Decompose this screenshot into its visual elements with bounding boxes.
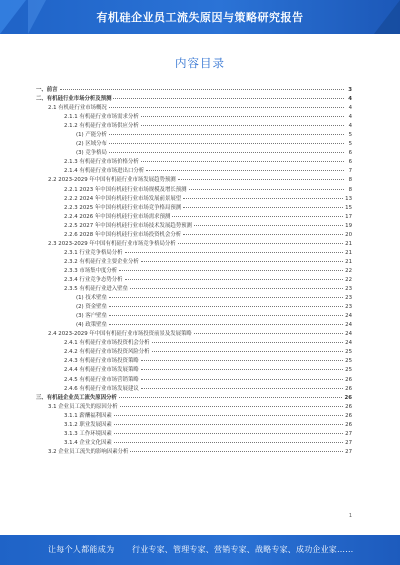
report-header-banner [0,0,400,34]
toc-entry-label: 三、有机硅企业员工流失原因分析 [36,394,117,401]
toc-entry-label: 2.4.1 有机硅行业市场投资机会分析 [64,340,150,347]
toc-entry[interactable] [36,113,352,122]
toc-entry-label: 3.2 企业员工流失的影响因素分析 [48,448,129,455]
toc-dot-leader [109,134,344,135]
toc-entry-label: (3) 客户壁垒 [76,313,107,320]
toc-entry[interactable] [36,213,352,222]
toc-entry-page: 5 [348,132,352,139]
toc-entry-page: 6 [348,159,352,166]
toc-entry-page: 26 [345,412,352,419]
toc-entry-label: 2.1.4 有机硅行业市场进出口分析 [64,168,145,175]
toc-dot-leader [141,125,344,126]
page-number: 1 [348,513,352,519]
toc-entry[interactable] [36,267,352,276]
toc-heading: 内容目录 [175,56,225,70]
toc-entry-label: 2.3.1 行业竞争格局分析 [64,249,123,256]
toc-entry-page: 25 [345,349,352,356]
toc-entry-page: 4 [348,96,352,103]
toc-entry[interactable] [36,430,352,439]
toc-entry-page: 19 [345,222,352,229]
toc-entry[interactable] [36,204,352,213]
toc-entry-label: 2.4.5 有机硅行业市场营销策略 [64,376,139,383]
toc-entry[interactable] [36,357,352,366]
toc-entry-label: 2.1.3 有机硅行业市场价格分析 [64,159,139,166]
toc-entry-page: 8 [348,186,352,193]
toc-entry-page: 23 [345,304,352,311]
toc-dot-leader [172,216,343,217]
toc-dot-leader [109,306,343,307]
toc-entry[interactable] [36,249,352,258]
toc-entry-label: 3.1.4 企业文化因素 [64,439,112,446]
toc-entry-label: 2.2.4 2026 年中国有机硅行业市场需求预测 [64,213,171,220]
toc-entry[interactable] [36,303,352,312]
toc-entry[interactable] [36,195,352,204]
toc-entry-page: 5 [348,141,352,148]
toc-entry-page: 26 [345,376,352,383]
toc-dot-leader [141,116,344,117]
toc-entry[interactable] [36,394,352,403]
toc-entry-label: 2.2.1 2023 年中国有机硅行业市场规模及增长预测 [64,186,187,193]
toc-entry[interactable] [36,376,352,385]
toc-dot-leader [194,225,343,226]
toc-entry-page: 17 [345,213,352,220]
toc-dot-leader [113,98,344,99]
toc-entry-page: 6 [348,150,352,157]
toc-entry-page: 23 [345,286,352,293]
toc-dot-leader [119,270,343,271]
toc-entry-label: (4) 政策壁垒 [76,322,107,329]
toc-entry[interactable] [36,240,352,249]
toc-entry-page: 24 [345,331,352,338]
toc-entry[interactable] [36,421,352,430]
toc-dot-leader [114,442,343,443]
toc-entry-label: (2) 区域分布 [76,141,107,148]
toc-entry-page: 20 [345,231,352,238]
toc-entry-label: 2.2.2 2024 年中国有机硅行业市场发展前景展望 [64,195,182,202]
toc-entry-label: 2.3 2023-2029 年中国有机硅行业市场竞争格局分析 [48,240,176,247]
toc-dot-leader [152,351,344,352]
footer-banner [0,535,400,565]
toc-entry-page: 13 [345,195,352,202]
toc-entry-label: 2.3.4 行业竞争态势分析 [64,276,123,283]
toc-dot-leader [120,406,344,407]
toc-entry[interactable] [36,366,352,375]
toc-entry-page: 26 [345,385,352,392]
toc-entry-label: 2.2.6 2028 年中国有机硅行业市场投资机会分析 [64,231,182,238]
toc-entry-label: (1) 技术壁垒 [76,295,107,302]
toc-dot-leader [183,234,343,235]
toc-entry-page: 24 [345,322,352,329]
toc-dot-leader [109,324,343,325]
toc-entry[interactable] [36,176,352,185]
toc-dot-leader [125,252,344,253]
toc-entry[interactable] [36,312,352,321]
toc-entry-label: 2.3.3 市场集中度分析 [64,267,118,274]
toc-entry-page: 4 [348,114,352,121]
toc-entry-page: 23 [345,295,352,302]
toc-entry[interactable] [36,330,352,339]
toc-dot-leader [152,342,344,343]
toc-entry-page: 26 [345,403,352,410]
toc-entry[interactable] [36,104,352,113]
toc-entry[interactable] [36,403,352,412]
toc-entry[interactable] [36,140,352,149]
toc-dot-leader [141,360,343,361]
toc-entry[interactable] [36,186,352,195]
toc-entry-page: 4 [348,123,352,130]
toc-entry-page: 21 [345,258,352,265]
toc-dot-leader [189,189,344,190]
toc-entry-label: 2.1.1 有机硅行业市场需求分析 [64,114,139,121]
toc-entry[interactable] [36,285,352,294]
toc-dot-leader [130,451,343,452]
toc-dot-leader [60,89,344,90]
toc-entry-label: 2.2.3 2025 年中国有机硅行业市场竞争格局预测 [64,204,182,211]
toc-dot-leader [109,152,344,153]
toc-entry-label: 3.1 企业员工流失的原因分析 [48,403,118,410]
toc-entry-page: 22 [345,267,352,274]
toc-entry[interactable] [36,276,352,285]
toc-entry-page: 27 [345,448,352,455]
toc-entry-label: 一、前言 [36,87,58,93]
toc-entry-label: 2.4.3 有机硅行业市场投资策略 [64,358,139,365]
toc-entry[interactable] [36,131,352,140]
toc-dot-leader [130,288,343,289]
toc-dot-leader [178,243,344,244]
toc-dot-leader [141,388,343,389]
footer-slogan: 让每个人都能成为 [48,545,115,554]
toc-entry-page: 27 [345,439,352,446]
toc-entry[interactable] [36,231,352,240]
toc-entry-label: 2.4.2 有机硅行业市场投资风险分析 [64,349,150,356]
toc-entry-label: 3.1.3 工作环境因素 [64,430,112,437]
toc-dot-leader [114,424,343,425]
table-of-contents [36,86,352,457]
toc-entry[interactable] [36,321,352,330]
toc-dot-leader [109,297,343,298]
toc-entry[interactable] [36,122,352,131]
toc-dot-leader [146,170,344,171]
toc-entry[interactable] [36,294,352,303]
toc-entry-label: 3.1.2 职业发展因素 [64,421,112,428]
toc-dot-leader [114,433,343,434]
toc-entry-page: 15 [345,204,352,211]
toc-entry[interactable] [36,158,352,167]
toc-entry[interactable] [36,339,352,348]
toc-entry-page: 25 [345,367,352,374]
toc-entry-label: 2.3.5 有机硅行业进入壁垒 [64,286,128,293]
toc-dot-leader [141,379,343,380]
toc-entry[interactable] [36,348,352,357]
toc-entry-page: 27 [345,430,352,437]
toc-entry-page: 24 [345,313,352,320]
toc-entry[interactable] [36,167,352,176]
toc-entry[interactable] [36,86,352,95]
toc-dot-leader [178,179,344,180]
toc-dot-leader [194,333,343,334]
toc-entry-page: 21 [345,249,352,256]
toc-entry-label: 3.1.1 薪酬福利因素 [64,412,112,419]
toc-dot-leader [125,279,344,280]
toc-entry-page: 26 [344,394,352,401]
toc-entry-page: 24 [345,340,352,347]
toc-dot-leader [109,107,344,108]
toc-entry[interactable] [36,385,352,394]
toc-entry-page: 22 [345,276,352,283]
toc-entry-page: 4 [348,105,352,112]
toc-dot-leader [109,315,343,316]
toc-dot-leader [141,369,343,370]
toc-entry-label: 二、有机硅行业市场分析及预测 [36,96,112,103]
toc-dot-leader [141,161,344,162]
toc-entry-label: (2) 资金壁垒 [76,304,107,311]
toc-dot-leader [119,397,343,398]
report-title: 有机硅企业员工流失原因与策略研究报告 [96,11,304,24]
toc-entry-page: 21 [345,240,352,247]
toc-entry-label: 2.3.2 有机硅行业主要企业分析 [64,258,139,265]
toc-dot-leader [141,261,343,262]
toc-entry[interactable] [36,439,352,448]
toc-entry-page: 3 [348,87,352,93]
toc-entry[interactable] [36,448,352,457]
toc-entry-label: (1) 产能分析 [76,132,107,139]
toc-dot-leader [114,415,343,416]
toc-entry-page: 26 [345,421,352,428]
toc-entry[interactable] [36,412,352,421]
toc-entry[interactable] [36,222,352,231]
toc-entry-page: 7 [348,168,352,175]
toc-entry[interactable] [36,149,352,158]
toc-entry[interactable] [36,95,352,104]
toc-entry-label: 2.2 2023-2029 年中国有机硅行业市场发展趋势预测 [48,177,176,184]
toc-entry-label: (3) 竞争格局 [76,150,107,157]
toc-dot-leader [183,207,343,208]
toc-entry-page: 8 [348,177,352,184]
toc-entry[interactable] [36,258,352,267]
toc-entry-label: 2.1 有机硅行业市场概况 [48,105,107,112]
toc-entry-label: 2.1.2 有机硅行业市场供应分析 [64,123,139,130]
toc-dot-leader [183,198,343,199]
toc-entry-label: 2.4.4 有机硅行业市场发展策略 [64,367,139,374]
footer-roles: 行业专家、管理专家、营销专家、战略专家、成功企业家…… [132,545,354,554]
toc-entry-label: 2.4.6 有机硅行业市场发展建议 [64,385,139,392]
toc-entry-label: 2.2.5 2027 年中国有机硅行业市场技术发展趋势预测 [64,222,192,229]
toc-dot-leader [109,143,344,144]
toc-entry-page: 25 [345,358,352,365]
toc-entry-label: 2.4 2023-2029 年中国有机硅行业市场投资前景及发展策略 [48,331,192,338]
